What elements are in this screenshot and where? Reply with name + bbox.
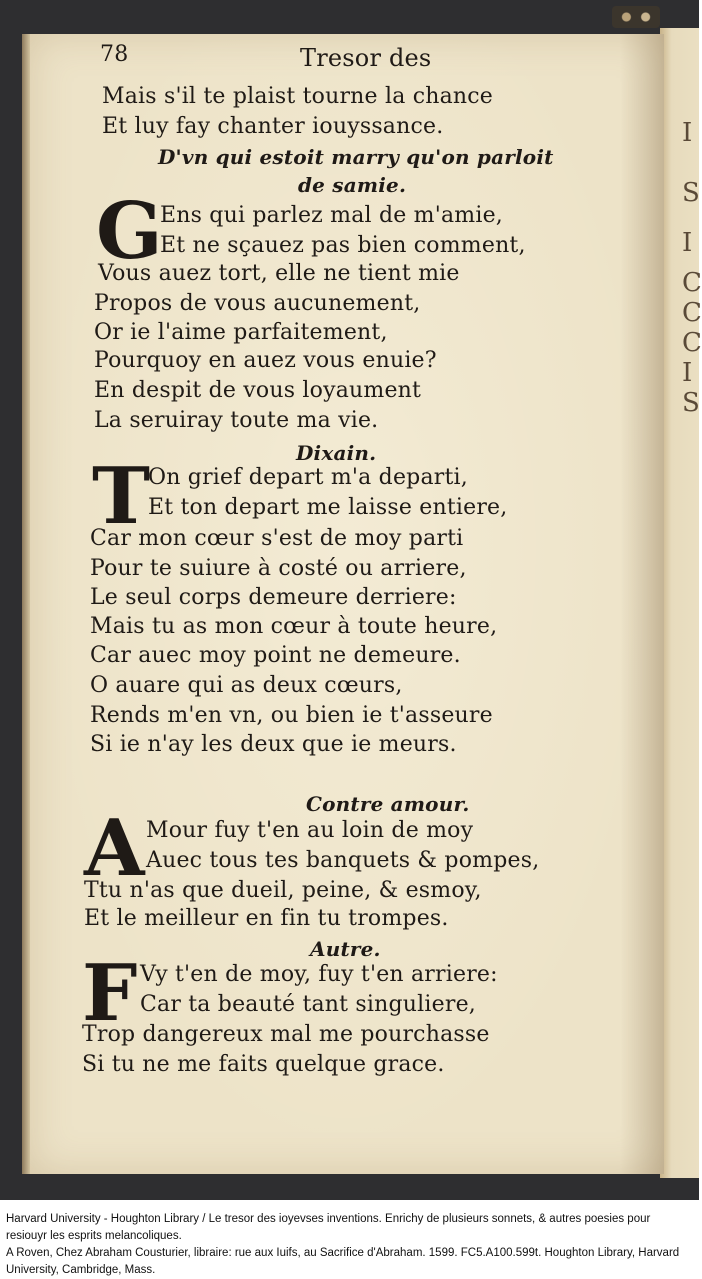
verse-line: Pour te suiure à costé ou arriere,	[90, 556, 467, 581]
verse-line: Et luy fay chanter iouyssance.	[102, 114, 444, 139]
verse-line: Vy t'en de moy, fuy t'en arriere:	[140, 962, 498, 987]
verse-line: Ens qui parlez mal de m'amie,	[160, 203, 503, 228]
verse-line: Si tu ne me faits quelque grace.	[82, 1052, 445, 1077]
verse-line: Or ie l'aime parfaitement,	[94, 320, 388, 345]
verse-line: Vous auez tort, elle ne tient mie	[98, 261, 460, 286]
verse-line: Le seul corps demeure derriere:	[90, 585, 457, 610]
book-edge-ornament	[612, 6, 660, 28]
poem-title: D'vn qui estoit marry qu'on parloit	[158, 145, 554, 169]
image-caption	[6, 1211, 694, 1279]
verse-line: Mour fuy t'en au loin de moy	[146, 818, 474, 843]
verse-line: Mais s'il te plaist tourne la chance	[102, 84, 494, 109]
poem-title: de samie.	[298, 173, 407, 197]
verse-line: Mais tu as mon cœur à toute heure,	[90, 614, 498, 639]
verse-line: Et ton depart me laisse entiere,	[148, 495, 508, 520]
facing-page-edge: I S I C C C I S	[660, 28, 699, 1178]
verse-line: O auare qui as deux cœurs,	[90, 673, 403, 698]
verse-line: Auec tous tes banquets & pompes,	[146, 848, 540, 873]
caption-line: Harvard University - Houghton Library / Le tresor des ioyevses inventions. Enrichy de plusieurs sonnets, & autres poesies pour resiouyr les esprits melancoliques.	[6, 1213, 651, 1242]
running-head: Tresor des	[300, 44, 432, 72]
verse-line: Trop dangereux mal me pourchasse	[82, 1022, 490, 1047]
gutter-shadow	[620, 34, 664, 1174]
drop-cap: A	[84, 803, 145, 894]
poem-title: Autre.	[310, 937, 381, 961]
verse-line: Pourquoy en auez vous enuie?	[94, 348, 437, 373]
verse-line: En despit de vous loyaument	[94, 378, 422, 403]
poem-title: Contre amour.	[306, 792, 470, 816]
verse-line: Rends m'en vn, ou bien ie t'asseure	[90, 703, 493, 728]
poem-title: Dixain.	[296, 441, 377, 465]
verse-line: Propos de vous aucunement,	[94, 291, 421, 316]
verse-line: On grief depart m'a departi,	[148, 465, 468, 490]
verse-line: Et le meilleur en fin tu trompes.	[84, 906, 449, 931]
verse-line: Ttu n'as que dueil, peine, & esmoy,	[84, 878, 482, 903]
drop-cap: T	[92, 451, 151, 542]
drop-cap: F	[82, 948, 138, 1039]
verse-line: Car ta beauté tant singuliere,	[140, 992, 476, 1017]
verse-line: Car auec moy point ne demeure.	[90, 643, 461, 668]
verse-line: La seruiray toute ma vie.	[94, 408, 379, 433]
verse-line: Car mon cœur s'est de moy parti	[90, 526, 464, 551]
drop-cap: G	[96, 186, 163, 277]
verse-line: Si ie n'ay les deux que ie meurs.	[90, 732, 457, 757]
caption-line: A Roven, Chez Abraham Cousturier, libraire: rue aux Iuifs, au Sacrifice d'Abraham. 1599. FC5.A100.599t. Houghton Library, Harvard University, Cambridge, Mass.	[6, 1247, 680, 1276]
page-number: 78	[100, 42, 129, 67]
verse-line: Et ne sçauez pas bien comment,	[160, 233, 526, 258]
